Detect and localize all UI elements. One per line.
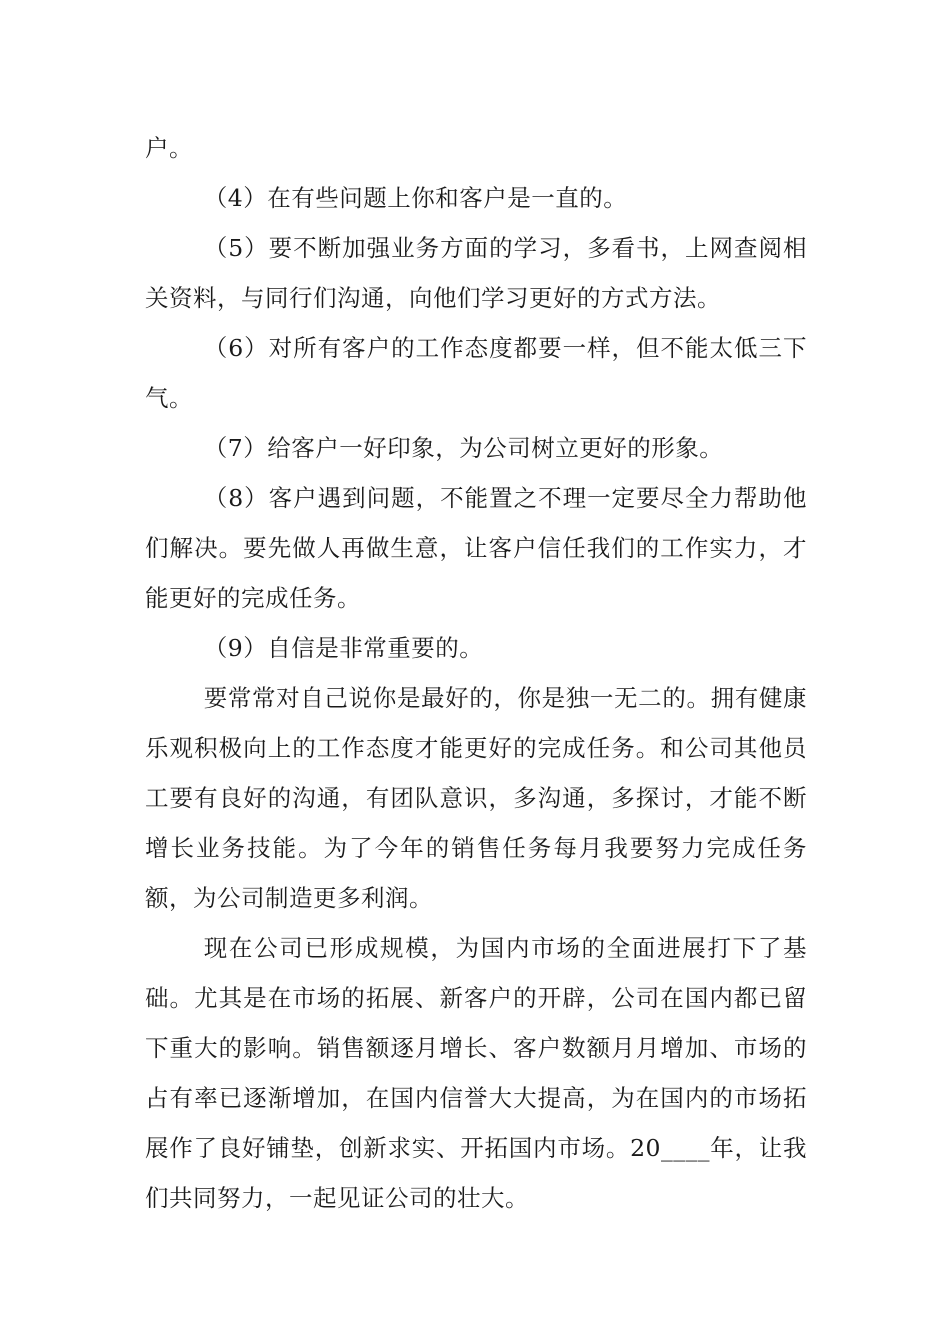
paragraph-continuation: 户。: [145, 134, 193, 162]
paragraph-company-outlook: 现在公司已形成规模，为国内市场的全面进展打下了基础。尤其是在市场的拓展、新客户的开辟，公司在国内都已留下重大的影响。销售额逐月增长、客户数额月月增加、市场的占有率已逐渐增加，在国内信誉大大提高，为在国内的市场拓展作了良好铺垫，创新求实、开拓国内市场。20____年，让我们共同努力，一起见证公司的壮大。: [145, 934, 807, 1212]
document-page: [145, 123, 807, 1223]
paragraph-item-8: （8）客户遇到问题，不能置之不理一定要尽全力帮助他们解决。要先做人再做生意，让客户信任我们的工作实力，才能更好的完成任务。: [145, 484, 807, 612]
paragraph-item-7: （7）给客户一好印象，为公司树立更好的形象。: [203, 434, 724, 462]
paragraph-item-4: （4）在有些问题上你和客户是一直的。: [203, 184, 628, 212]
paragraph-item-9: （9）自信是非常重要的。: [203, 634, 484, 662]
paragraph-item-6: （6）对所有客户的工作态度都要一样，但不能太低三下气。: [145, 334, 807, 412]
paragraph-item-5: （5）要不断加强业务方面的学习，多看书，上网查阅相关资料，与同行们沟通，向他们学习更好的方式方法。: [145, 234, 807, 312]
paragraph-attitude: 要常常对自己说你是最好的，你是独一无二的。拥有健康乐观积极向上的工作态度才能更好的完成任务。和公司其他员工要有良好的沟通，有团队意识，多沟通，多探讨，才能不断增长业务技能。为了今年的销售任务每月我要努力完成任务额，为公司制造更多利润。: [145, 684, 807, 912]
